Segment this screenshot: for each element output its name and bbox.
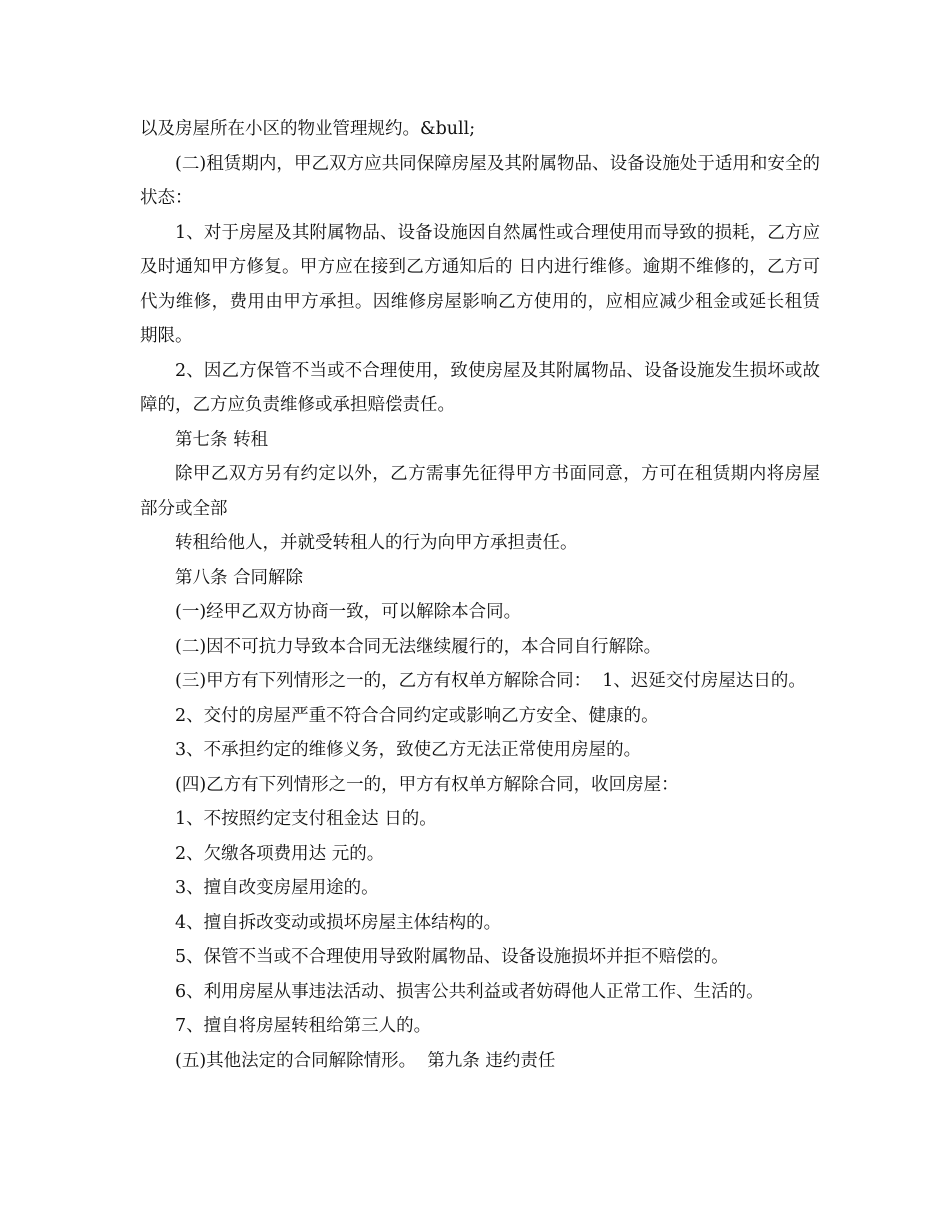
paragraph: (二)租赁期内，甲乙双方应共同保障房屋及其附属物品、设备设施处于适用和安全的状态： (140, 153, 820, 208)
paragraph: 以及房屋所在小区的物业管理规约。&bull; (140, 119, 476, 139)
list-item: 3、不承担约定的维修义务，致使乙方无法正常使用房屋的。 (175, 740, 642, 760)
paragraph: 转租给他人，并就受转租人的行为向甲方承担责任。 (175, 533, 578, 553)
section-heading: 第八条 合同解除 (175, 567, 304, 588)
list-item: 1、不按照约定支付租金达 日的。 (175, 809, 437, 829)
document-body (140, 112, 820, 1078)
list-item: 4、擅自拆改变动或损坏房屋主体结构的。 (175, 912, 502, 933)
paragraph: (三)甲方有下列情形之一的，乙方有权单方解除合同： 1、迟延交付房屋达日的。 (175, 671, 806, 691)
paragraph: 2、因乙方保管不当或不合理使用，致使房屋及其附属物品、设备设施发生损坏或故障的，乙方应负责维修或承担赔偿责任。 (140, 360, 820, 415)
paragraph: (五)其他法定的合同解除情形。 第九条 违约责任 (175, 1050, 556, 1071)
paragraph: 除甲乙双方另有约定以外，乙方需事先征得甲方书面同意，方可在租赁期内将房屋部分或全部 (140, 464, 820, 519)
list-item: 3、擅自改变房屋用途的。 (175, 878, 379, 898)
section-heading: 第七条 转租 (175, 429, 269, 450)
paragraph: (二)因不可抗力导致本合同无法继续履行的，本合同自行解除。 (175, 636, 662, 657)
paragraph: (一)经甲乙双方协商一致，可以解除本合同。 (175, 602, 522, 622)
list-item: 6、利用房屋从事违法活动、损害公共利益或者妨碍他人正常工作、生活的。 (175, 981, 764, 1002)
list-item: 5、保管不当或不合理使用导致附属物品、设备设施损坏并拒不赔偿的。 (175, 947, 729, 967)
list-item: 2、欠缴各项费用达 元的。 (175, 843, 385, 864)
paragraph: 1、对于房屋及其附属物品、设备设施因自然属性或合理使用而导致的损耗，乙方应及时通知甲方修复。甲方应在接到乙方通知后的 日内进行维修。逾期不维修的，乙方可代为维修，费用由甲方承担。因维修房屋影响乙方使用的，应相应减少租金或延长租赁期限。 (140, 222, 820, 346)
list-item: 7、擅自将房屋转租给第三人的。 (175, 1016, 432, 1036)
list-item: 2、交付的房屋严重不符合合同约定或影响乙方安全、健康的。 (175, 705, 659, 726)
paragraph: (四)乙方有下列情形之一的，甲方有权单方解除合同，收回房屋： (175, 774, 679, 795)
